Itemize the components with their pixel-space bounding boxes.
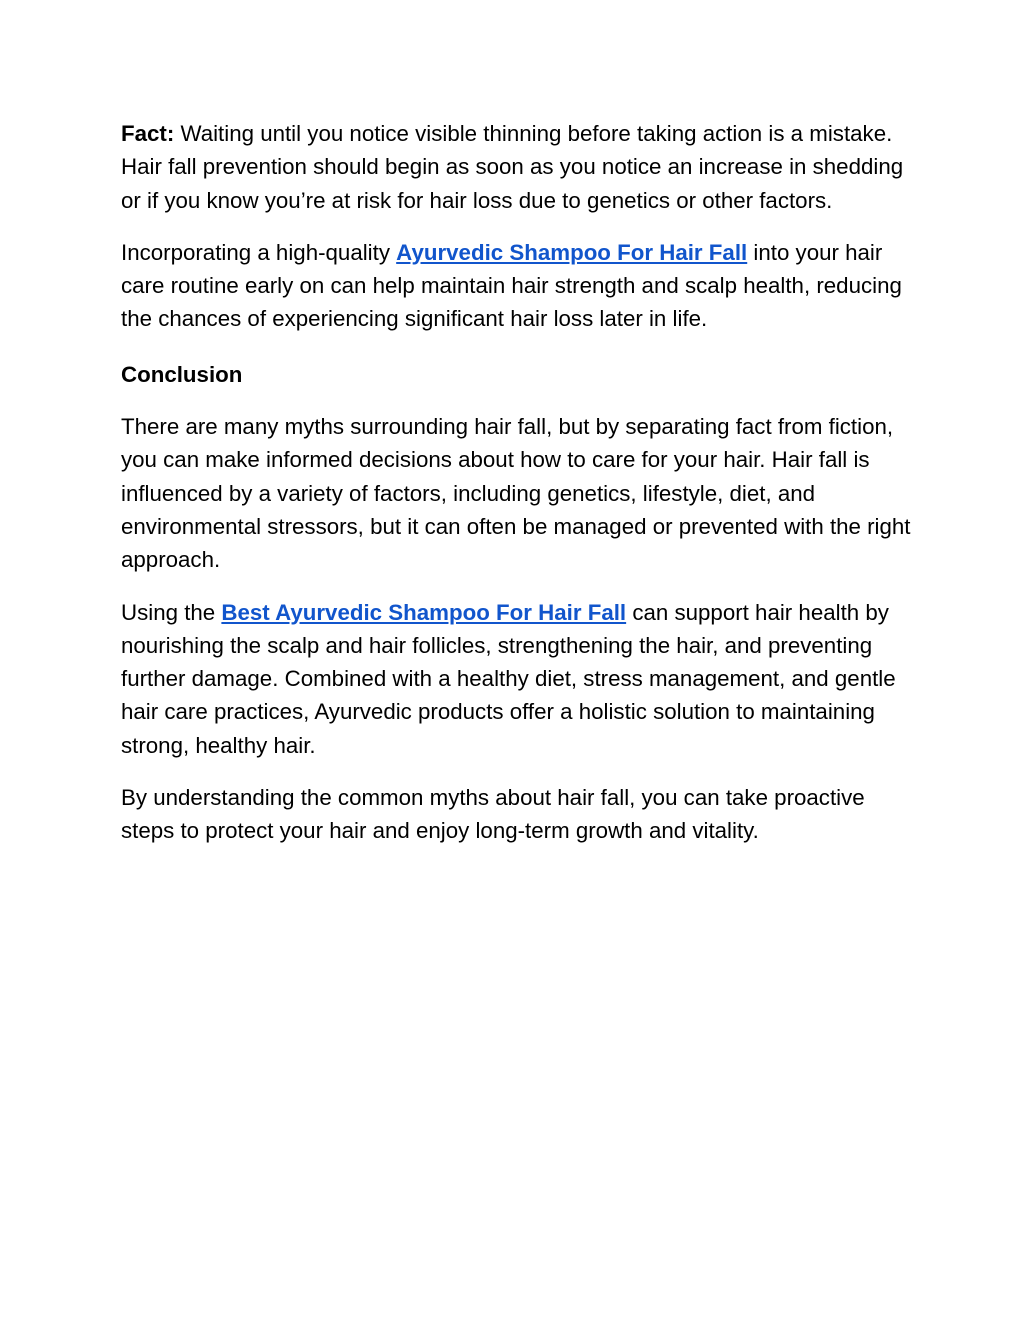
conclusion-heading: Conclusion: [121, 361, 243, 387]
fact-paragraph: [121, 117, 911, 217]
ayurvedic-shampoo-link[interactable]: Ayurvedic Shampoo For Hair Fall: [396, 239, 748, 265]
incorporating-text-before: Incorporating a high-quality: [121, 239, 397, 265]
using-paragraph: [121, 596, 911, 762]
myths-paragraph: There are many myths surrounding hair fall, but by separating fact from fiction, you can make informed decisions about how to care for your hair. Hair fall is influenced by a variety of factors, including genetics, lifestyle, diet, and environmental stressors, but it can often be managed or prevented with the right approach.: [121, 414, 911, 573]
closing-paragraph: By understanding the common myths about hair fall, you can take proactive steps to protect your hair and enjoy long-term growth and vitality.: [121, 785, 865, 844]
incorporating-paragraph: [121, 236, 911, 336]
fact-label: Fact:: [121, 121, 175, 146]
incorporating-text-after: into your hair care routine early on can help maintain hair strength and scalp health, reducing the chances of experiencing significant hair loss later in life.: [121, 239, 902, 332]
best-ayurvedic-shampoo-link[interactable]: Best Ayurvedic Shampoo For Hair Fall: [221, 599, 627, 625]
using-text-after: can support hair health by nourishing the scalp and hair follicles, strengthening the hair, and preventing further damage. Combined with a healthy diet, stress management, and gentle hair care practices, Ayurvedic products offer a holistic solution to maintaining strong, healthy hair.: [121, 599, 896, 758]
using-text-before: Using the: [121, 599, 222, 625]
fact-text: Waiting until you notice visible thinning before taking action is a mistake. Hair fall prevention should begin as soon as you notice an increase in shedding or if you know you’re at risk for hair loss due to genetics or other factors.: [121, 121, 904, 213]
document-body: [121, 117, 911, 867]
